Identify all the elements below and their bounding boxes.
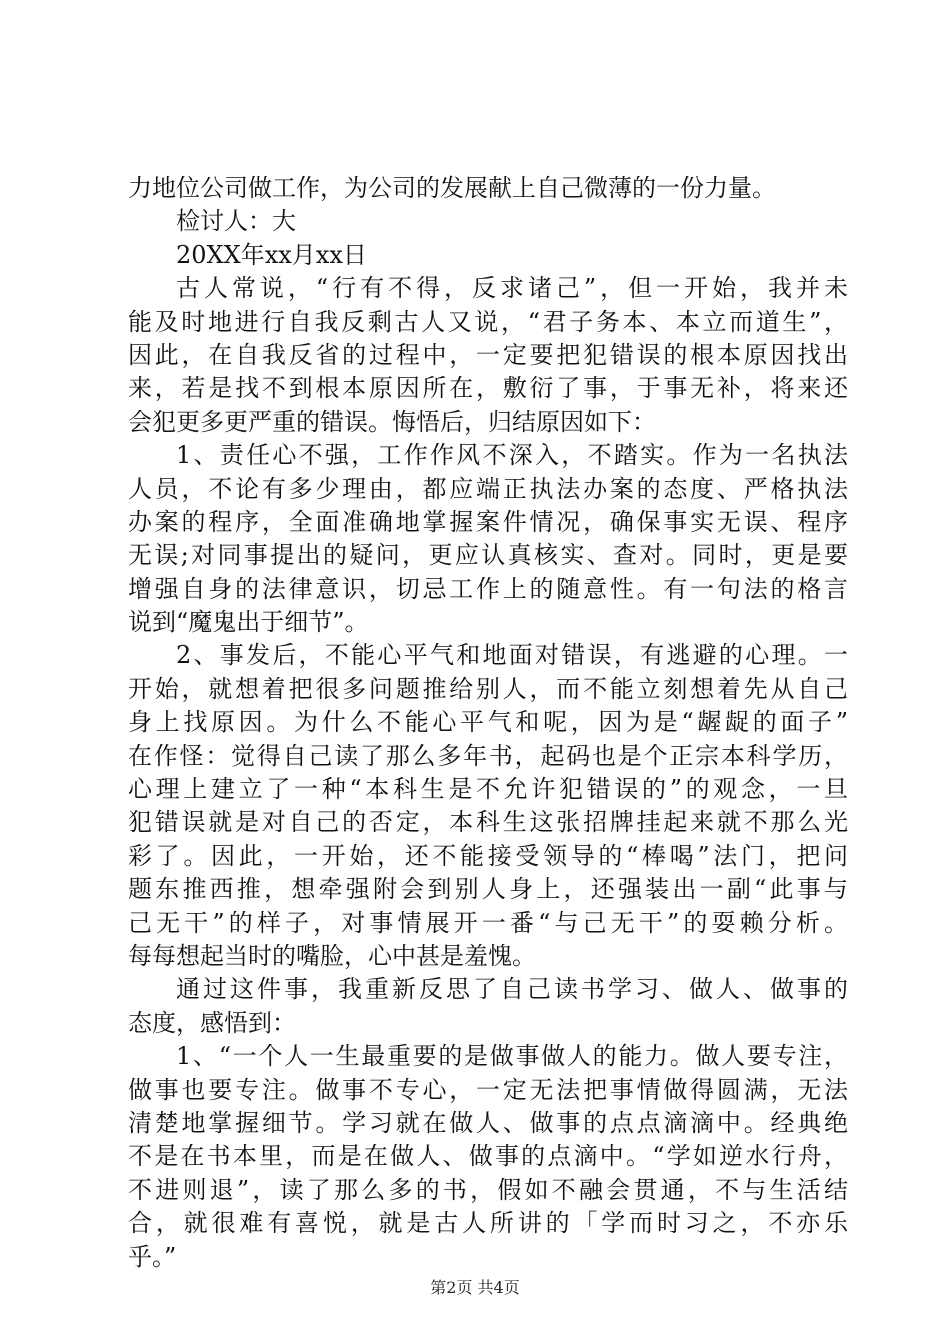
text-line: 因此，在自我反省的过程中，一定要把犯错误的根本原因找出: [128, 340, 848, 369]
text-line: 增强自身的法律意识，切忌工作上的随意性。有一句法的格言: [128, 574, 848, 603]
text-line: 心理上建立了一种“本科生是不允许犯错误的”的观念，一旦: [128, 775, 848, 804]
text-line: 1、“一个人一生最重要的是做事做人的能力。做人要专注，: [176, 1042, 848, 1071]
text-line: 不进则退”，读了那么多的书，假如不融会贯通，不与生活结: [128, 1175, 848, 1204]
text-line: 2、事发后，不能心平气和地面对错误，有逃避的心理。一: [176, 641, 848, 670]
text-line: 来，若是找不到根本原因所在，敷衍了事，于事无补，将来还: [128, 374, 848, 403]
text-line: 1、责任心不强，工作作风不深入，不踏实。作为一名执法: [176, 441, 848, 470]
text-line: 说到“魔鬼出于细节”。: [128, 608, 369, 637]
document-body: [128, 172, 848, 1274]
text-line: 彩了。因此，一开始，还不能接受领导的“棒喝”法门，把问: [128, 841, 848, 870]
text-line: 能及时地进行自我反剩古人又说，“君子务本、本立而道生”，: [128, 307, 848, 336]
text-line: 古人常说，“行有不得，反求诸己”，但一开始，我并未: [176, 274, 848, 303]
text-line: 力地位公司做工作，为公司的发展献上自己微薄的一份力量。: [128, 174, 776, 202]
text-line: 每每想起当时的嘴脸，心中甚是羞愧。: [128, 941, 536, 970]
text-line: 不是在书本里，而是在做人、做事的点滴中。“学如逆水行舟，: [128, 1142, 848, 1171]
text-line: 题东推西推，想牵强附会到别人身上，还强装出一副“此事与: [128, 875, 848, 904]
text-line: 清楚地掌握细节。学习就在做人、做事的点点滴滴中。经典绝: [128, 1108, 848, 1137]
text-line: 通过这件事，我重新反思了自己读书学习、做人、做事的: [176, 975, 848, 1004]
text-line: 开始，就想着把很多问题推给别人，而不能立刻想着先从自己: [128, 674, 848, 703]
page-footer: [0, 1278, 950, 1298]
page-number: 第2页 共4页: [430, 1278, 520, 1297]
text-line: 办案的程序，全面准确地掌握案件情况，确保事实无误、程序: [128, 507, 848, 536]
text-line: 检讨人：大: [176, 207, 296, 236]
text-line: 做事也要专注。做事不专心，一定无法把事情做得圆满，无法: [128, 1075, 848, 1104]
text-line: 态度，感悟到：: [128, 1008, 296, 1037]
text-line: 合，就很难有喜悦，就是古人所讲的「学而时习之，不亦乐: [128, 1209, 848, 1238]
text-line: 会犯更多更严重的错误。悔悟后，归结原因如下：: [128, 407, 656, 436]
text-line: 己无干”的样子，对事情展开一番“与己无干”的耍赖分析。: [128, 908, 848, 937]
text-line: 人员，不论有多少理由，都应端正执法办案的态度、严格执法: [128, 474, 848, 503]
text-line: 无误;对同事提出的疑问，更应认真核实、查对。同时，更是要: [128, 541, 848, 570]
text-line: 在作怪：觉得自己读了那么多年书，起码也是个正宗本科学历，: [128, 741, 848, 770]
text-line: 乎。”: [128, 1242, 177, 1271]
text-line: 身上找原因。为什么不能心平气和呢，因为是“龌龊的面子”: [128, 708, 848, 737]
text-line: 20XX年xx月xx日: [176, 240, 367, 269]
text-line: 犯错误就是对自己的否定，本科生这张招牌挂起来就不那么光: [128, 808, 848, 837]
